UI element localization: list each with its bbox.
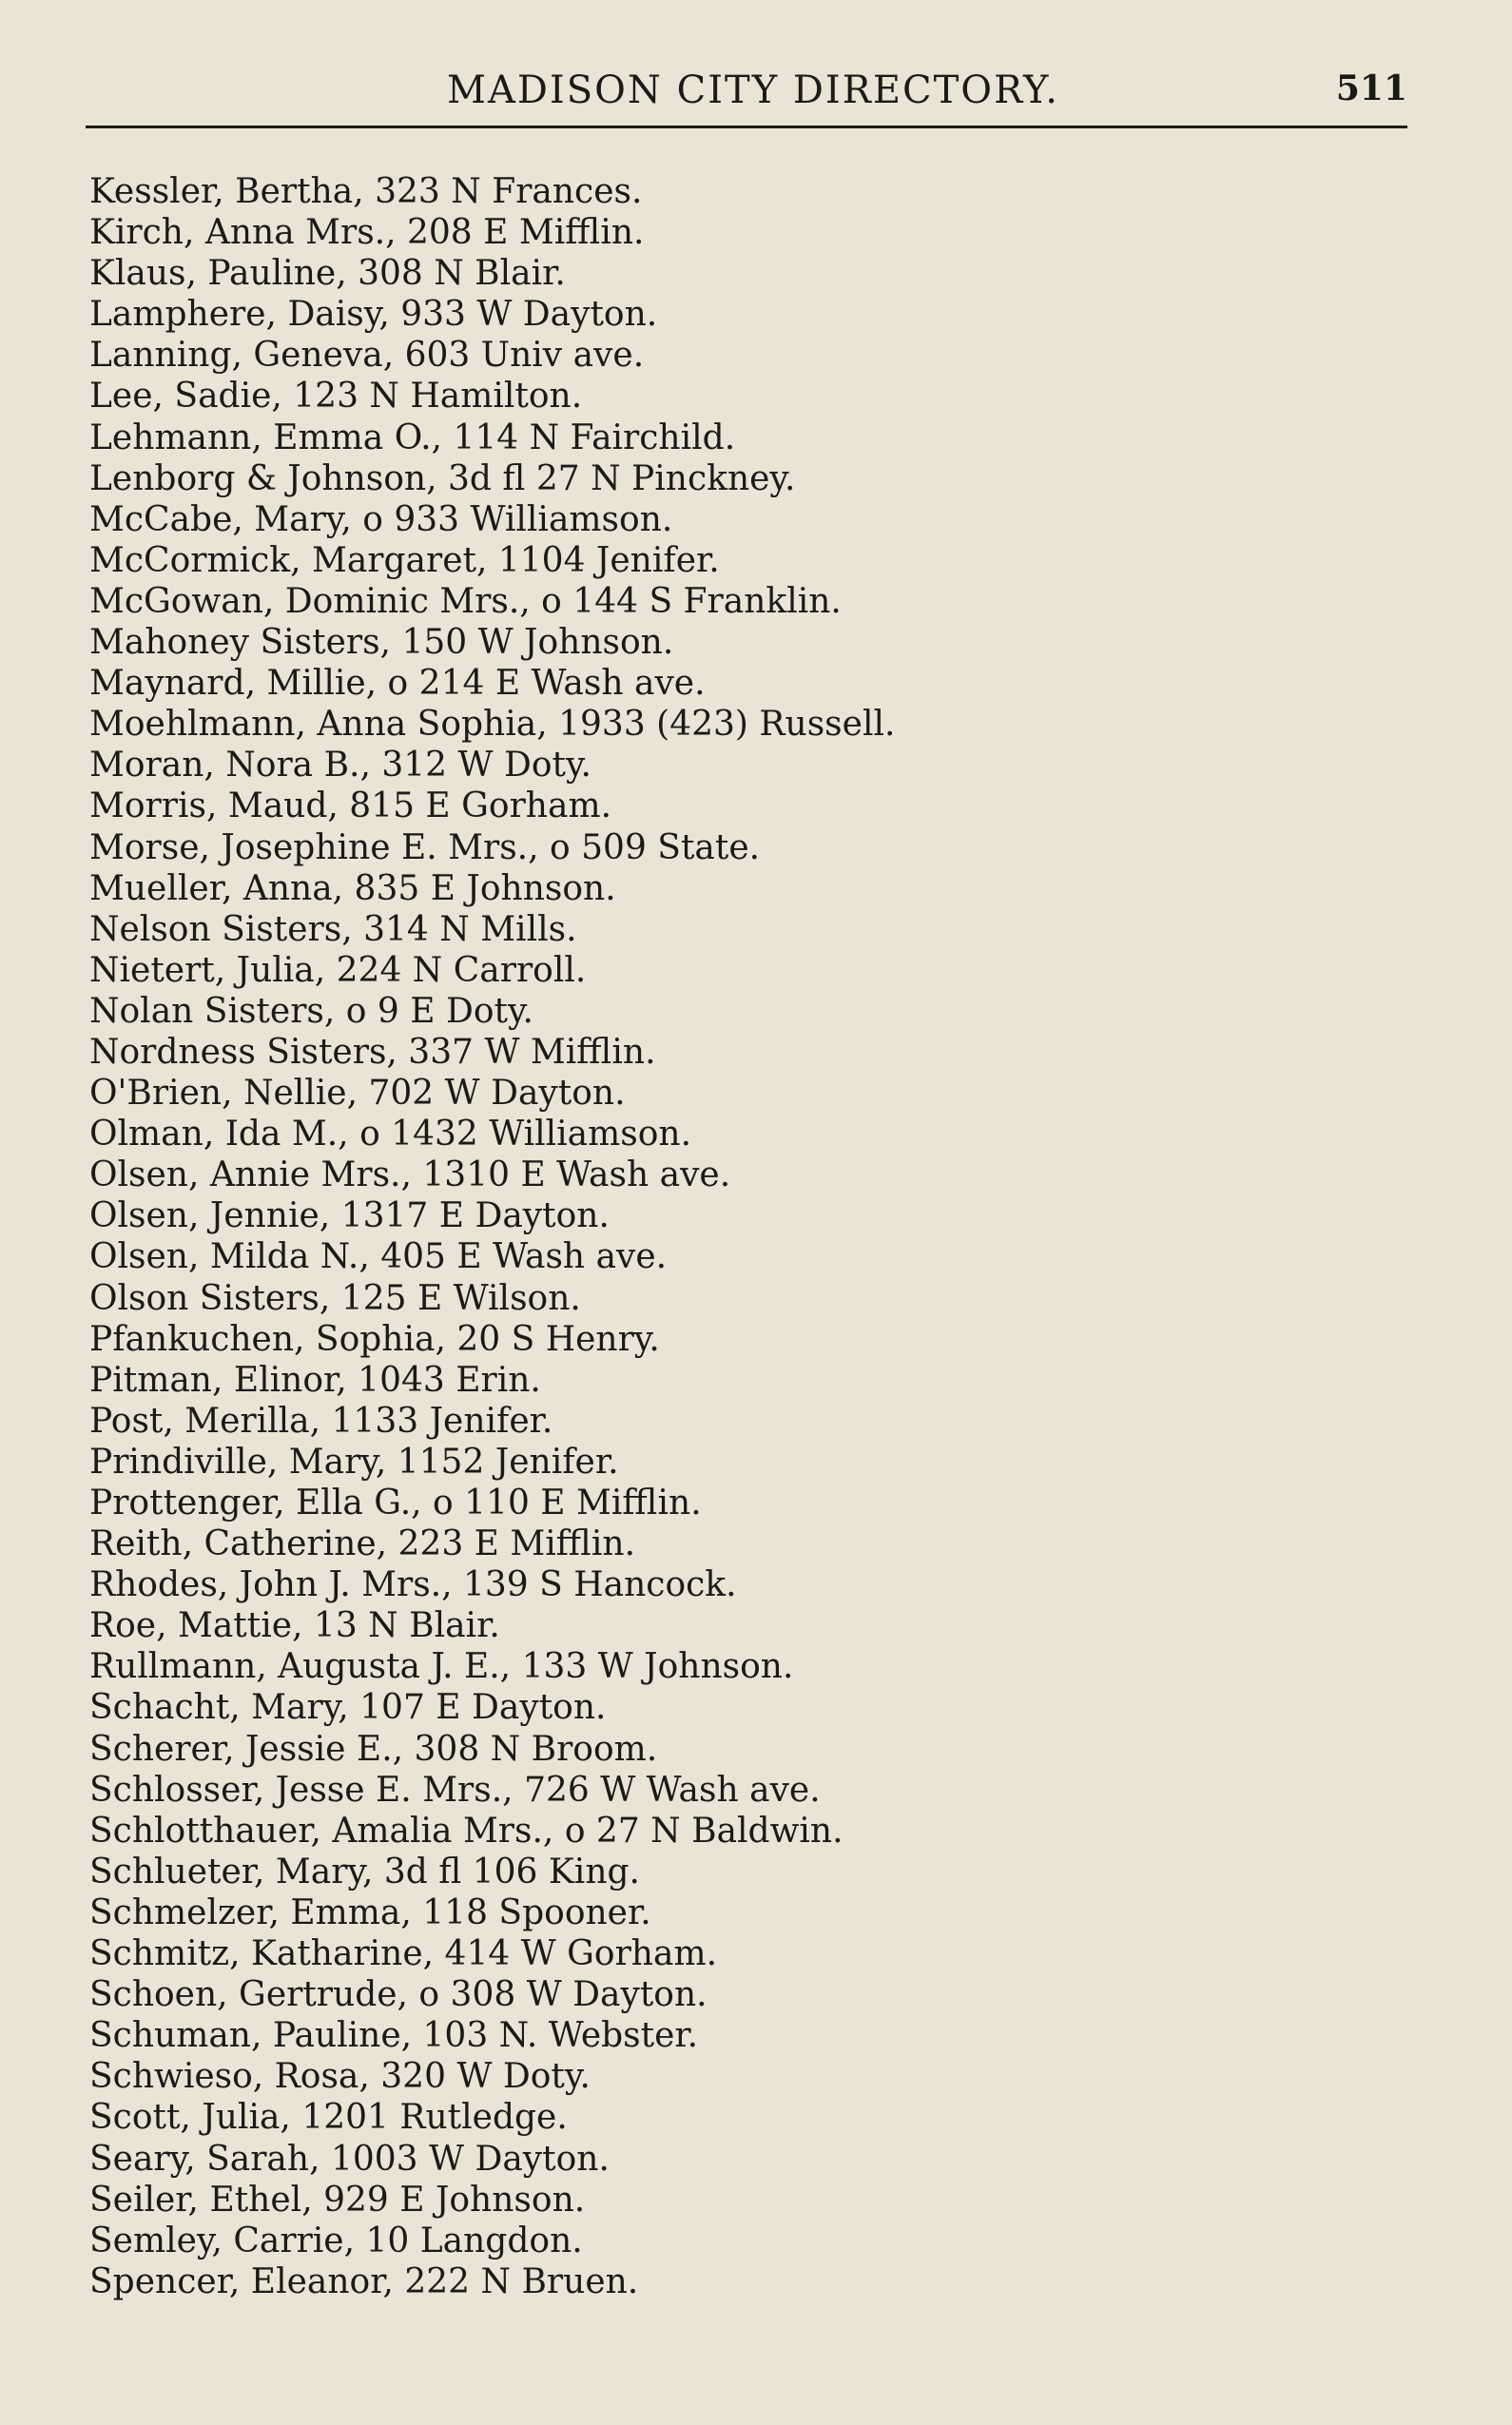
directory-entry: Schlotthauer, Amalia Mrs., o 27 N Baldwin.	[89, 1811, 843, 1851]
directory-entry: Schoen, Gertrude, o 308 W Dayton.	[89, 1975, 708, 2015]
directory-entry: Scott, Julia, 1201 Rutledge.	[89, 2098, 568, 2138]
directory-entry: Pfankuchen, Sophia, 20 S Henry.	[89, 1319, 660, 1359]
directory-entry: Moehlmann, Anna Sophia, 1933 (423) Russell.	[89, 705, 896, 745]
directory-entry: Klaus, Pauline, 308 N Blair.	[89, 254, 566, 294]
directory-entry: Lanning, Geneva, 603 Univ ave.	[89, 336, 645, 376]
directory-entry: Olsen, Annie Mrs., 1310 E Wash ave.	[89, 1155, 731, 1195]
header-rule	[86, 126, 1407, 128]
directory-title: MADISON CITY DIRECTORY.	[447, 68, 1059, 112]
directory-entry: Lenborg & Johnson, 3d fl 27 N Pinckney.	[89, 458, 796, 498]
directory-entry: Seary, Sarah, 1003 W Dayton.	[89, 2139, 610, 2179]
directory-entry: Rhodes, John J. Mrs., 139 S Hancock.	[89, 1565, 737, 1605]
directory-entry: Seiler, Ethel, 929 E Johnson.	[89, 2180, 586, 2220]
directory-entries	[89, 171, 895, 2302]
directory-entry: Nordness Sisters, 337 W Mifflin.	[89, 1032, 656, 1072]
directory-entry: Post, Merilla, 1133 Jenifer.	[89, 1401, 553, 1441]
directory-entry: Lee, Sadie, 123 N Hamilton.	[89, 377, 583, 417]
directory-entry: Lehmann, Emma O., 114 N Fairchild.	[89, 417, 736, 457]
directory-entry: Reith, Catherine, 223 E Mifflin.	[89, 1524, 636, 1564]
directory-entry: Prindiville, Mary, 1152 Jenifer.	[89, 1442, 619, 1482]
directory-entry: Mahoney Sisters, 150 W Johnson.	[89, 623, 674, 663]
directory-entry: Nelson Sisters, 314 N Mills.	[89, 909, 577, 949]
directory-entry: Morris, Maud, 815 E Gorham.	[89, 786, 612, 826]
page-number: 511	[1335, 68, 1407, 108]
directory-entry: Kirch, Anna Mrs., 208 E Mifflin.	[89, 213, 645, 253]
directory-entry: Schmelzer, Emma, 118 Spooner.	[89, 1892, 651, 1932]
directory-entry: Schwieso, Rosa, 320 W Doty.	[89, 2057, 591, 2097]
directory-entry: Rullmann, Augusta J. E., 133 W Johnson.	[89, 1647, 794, 1687]
directory-entry: Spencer, Eleanor, 222 N Bruen.	[89, 2261, 639, 2301]
directory-entry: Olsen, Jennie, 1317 E Dayton.	[89, 1196, 610, 1236]
directory-entry: Morse, Josephine E. Mrs., o 509 State.	[89, 827, 761, 867]
directory-entry: Semley, Carrie, 10 Langdon.	[89, 2221, 583, 2260]
directory-entry: Nietert, Julia, 224 N Carroll.	[89, 950, 587, 990]
directory-entry: Schlueter, Mary, 3d fl 106 King.	[89, 1852, 640, 1892]
directory-entry: Schuman, Pauline, 103 N. Webster.	[89, 2016, 699, 2056]
directory-entry: Olsen, Milda N., 405 E Wash ave.	[89, 1237, 668, 1277]
directory-entry: Olson Sisters, 125 E Wilson.	[89, 1278, 581, 1318]
directory-entry: Scherer, Jessie E., 308 N Broom.	[89, 1729, 658, 1769]
directory-entry: Schmitz, Katharine, 414 W Gorham.	[89, 1934, 718, 1974]
directory-entry: Nolan Sisters, o 9 E Doty.	[89, 991, 533, 1031]
directory-entry: Mueller, Anna, 835 E Johnson.	[89, 868, 616, 908]
directory-entry: Olman, Ida M., o 1432 Williamson.	[89, 1115, 692, 1154]
directory-entry: McCormick, Margaret, 1104 Jenifer.	[89, 540, 720, 580]
directory-entry: Moran, Nora B., 312 W Doty.	[89, 746, 591, 786]
page-header	[86, 68, 1407, 135]
directory-entry: McCabe, Mary, o 933 Williamson.	[89, 499, 673, 539]
directory-entry: O'Brien, Nellie, 702 W Dayton.	[89, 1074, 626, 1114]
directory-entry: Prottenger, Ella G., o 110 E Mifflin.	[89, 1484, 702, 1523]
directory-entry: Maynard, Millie, o 214 E Wash ave.	[89, 664, 706, 704]
directory-entry: Schacht, Mary, 107 E Dayton.	[89, 1688, 607, 1728]
directory-entry: McGowan, Dominic Mrs., o 144 S Franklin.	[89, 581, 842, 621]
directory-entry: Schlosser, Jesse E. Mrs., 726 W Wash ave.	[89, 1770, 821, 1810]
directory-entry: Kessler, Bertha, 323 N Frances.	[89, 172, 643, 211]
directory-entry: Pitman, Elinor, 1043 Erin.	[89, 1360, 541, 1400]
directory-entry: Lamphere, Daisy, 933 W Dayton.	[89, 295, 658, 335]
directory-entry: Roe, Mattie, 13 N Blair.	[89, 1606, 500, 1646]
